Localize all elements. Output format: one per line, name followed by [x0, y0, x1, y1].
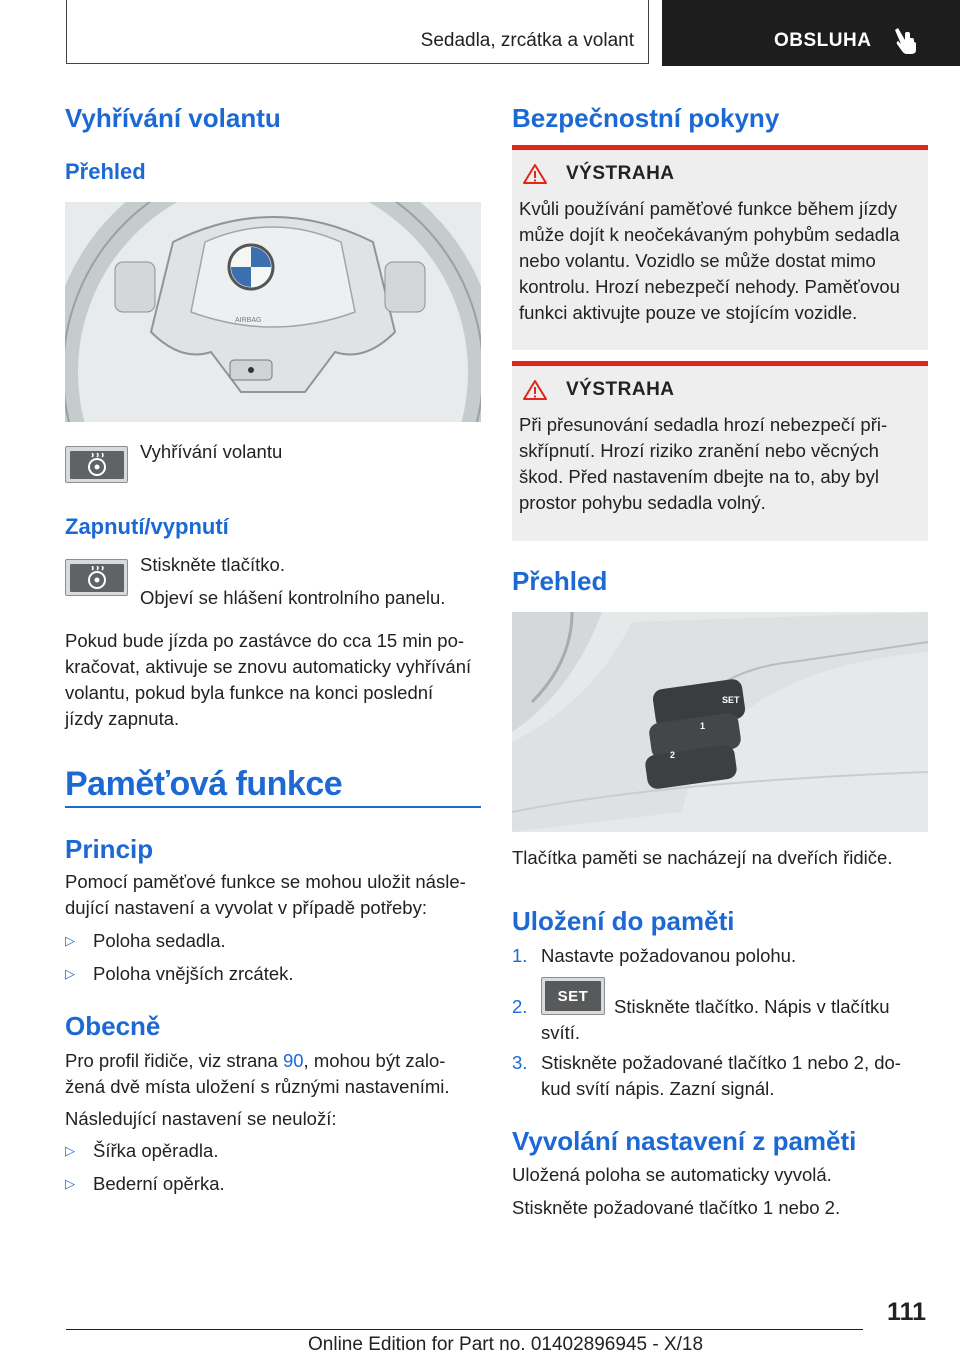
general-text: , mohou být zalo- [303, 1050, 446, 1071]
step-1 [512, 943, 796, 969]
door-set-button-label: SET [722, 695, 740, 705]
footer-edition: Online Edition for Part no. 01402896945 - X/18 [308, 1334, 704, 1355]
step-number: 1. [512, 945, 528, 966]
door-button-2-label: 2 [670, 750, 676, 760]
steering-heating-caption: Vyhřívání volantu [140, 441, 283, 462]
header-section-box [66, 0, 649, 64]
general-line-1 [65, 1048, 445, 1074]
heading-save-memory: Uložení do paměti [512, 906, 735, 936]
page-reference-link[interactable]: 90 [282, 1050, 304, 1071]
principle-paragraph [65, 869, 466, 921]
general-line-3: Následující nastavení se neuloží: [65, 1108, 337, 1129]
step-text: Stiskněte požadované tlačítko 1 nebo 2, do- [541, 1052, 901, 1073]
warning-triangle-icon [522, 379, 548, 401]
on-off-message: Objeví se hlášení kontrolního panelu. [140, 587, 446, 608]
warning-box-2 [512, 361, 928, 541]
heading-general: Obecně [65, 1011, 161, 1041]
warning-text-line: nebo volantu. Vozidlo se může dostat mimo [519, 250, 876, 271]
list-item [65, 1138, 218, 1164]
step-number: 3. [512, 1052, 528, 1073]
warning-text-line: skřípnutí. Hrozí riziko zranění nebo věcných [519, 440, 879, 461]
step-number: 2. [512, 996, 528, 1017]
warning-label: VÝSTRAHA [566, 163, 675, 184]
heading-on-off: Zapnutí/vypnutí [65, 514, 229, 539]
list-item-text: Šířka opěradla. [93, 1140, 219, 1161]
heading-underline [65, 806, 481, 808]
warning-text-line: škod. Před nastavením dbejte na to, aby byl [519, 466, 879, 487]
recall-line-2: Stiskněte požadované tlačítko 1 nebo 2. [512, 1197, 841, 1218]
paragraph-line: kračovat, aktivuje se znovu automaticky vyhřívání [65, 656, 472, 677]
list-item [65, 928, 226, 954]
steering-heating-button-icon-2 [65, 559, 128, 596]
paragraph-line: Pokud bude jízda po zastávce do cca 15 min po- [65, 630, 465, 651]
heading-recall: Vyvolání nastavení z paměti [512, 1126, 857, 1156]
list-item-text: Poloha sedadla. [93, 930, 226, 951]
list-item-text: Bederní opěrka. [93, 1173, 225, 1194]
heading-steering-heating: Vyhřívání volantu [65, 103, 281, 133]
list-item [65, 961, 294, 987]
step-text: svítí. [541, 1022, 581, 1043]
step-text: Stiskněte tlačítko. Nápis v tlačítku [614, 996, 890, 1017]
general-line-2: žená dvě místa uložení s různými nastaveními. [65, 1076, 450, 1097]
heading-memory-function: Paměťová funkce [65, 765, 343, 803]
step-text: kud svítí nápis. Zazní signál. [541, 1078, 775, 1099]
list-item-text: Poloha vnějších zrcátek. [93, 963, 294, 984]
step-3 [512, 1050, 901, 1102]
warning-triangle-icon [522, 163, 548, 185]
triangle-bullet-icon: ▷ [65, 933, 75, 948]
door-button-1-label: 1 [700, 721, 706, 731]
steering-wheel-image [65, 202, 481, 422]
paragraph-line: Pomocí paměťové funkce se mohou uložit násle- [65, 871, 466, 892]
warning-text-line: prostor pohybu sedadla volný. [519, 492, 766, 513]
heading-overview-left: Přehled [65, 159, 146, 184]
warning-label: VÝSTRAHA [566, 379, 675, 400]
heading-principle: Princip [65, 834, 154, 864]
heading-overview-right: Přehled [512, 566, 608, 596]
warning-text-line: funkci aktivujte pouze ve stojícím vozidle. [519, 302, 858, 323]
header-chapter-label: OBSLUHA [774, 30, 872, 51]
steering-heating-button-icon [65, 446, 128, 483]
warning-box-1 [512, 145, 928, 350]
page-number: 111 [887, 1298, 926, 1326]
recall-line-1: Uložená poloha se automaticky vyvolá. [512, 1164, 832, 1185]
set-button-icon [541, 977, 605, 1015]
list-item [65, 1171, 225, 1197]
hand-pointer-icon [894, 26, 920, 56]
warning-text-line: Při přesunování sedadla hrozí nebezpečí při- [519, 414, 888, 435]
warning-text-line: může dojít k neočekávaným pohybům sedadla [519, 224, 900, 245]
general-text: Pro profil řidiče, viz strana [65, 1050, 283, 1071]
step-text: Nastavte požadovanou polohu. [541, 945, 797, 966]
paragraph-line: jízdy zapnuta. [65, 708, 180, 729]
heated-steering-wheel-icon [84, 453, 110, 477]
triangle-bullet-icon: ▷ [65, 1176, 75, 1191]
triangle-bullet-icon: ▷ [65, 1143, 75, 1158]
warning-text-line: kontrolu. Hrozí nebezpečí nehody. Paměťovou [519, 276, 900, 297]
heading-safety: Bezpečnostní pokyny [512, 103, 780, 133]
paragraph-line: dující nastavení a vyvolat v případě potřeby: [65, 897, 427, 918]
triangle-bullet-icon: ▷ [65, 966, 75, 981]
door-caption: Tlačítka paměti se nacházejí na dveřích řidiče. [512, 847, 893, 868]
header-chapter-tab[interactable] [662, 0, 960, 66]
svg-text:AIRBAG: AIRBAG [235, 317, 262, 324]
heated-steering-wheel-icon [84, 566, 110, 590]
footer-divider [66, 1329, 863, 1330]
paragraph-line: volantu, pokud byla funkce na konci poslední [65, 682, 434, 703]
door-memory-buttons-image [512, 612, 928, 832]
warning-text-line: Kvůli používání paměťové funkce během jízdy [519, 198, 898, 219]
set-button-label: SET [545, 981, 601, 1011]
on-off-paragraph [65, 628, 471, 732]
on-off-instruction: Stiskněte tlačítko. [140, 554, 285, 575]
header-section-title: Sedadla, zrcátka a volant [420, 30, 634, 51]
